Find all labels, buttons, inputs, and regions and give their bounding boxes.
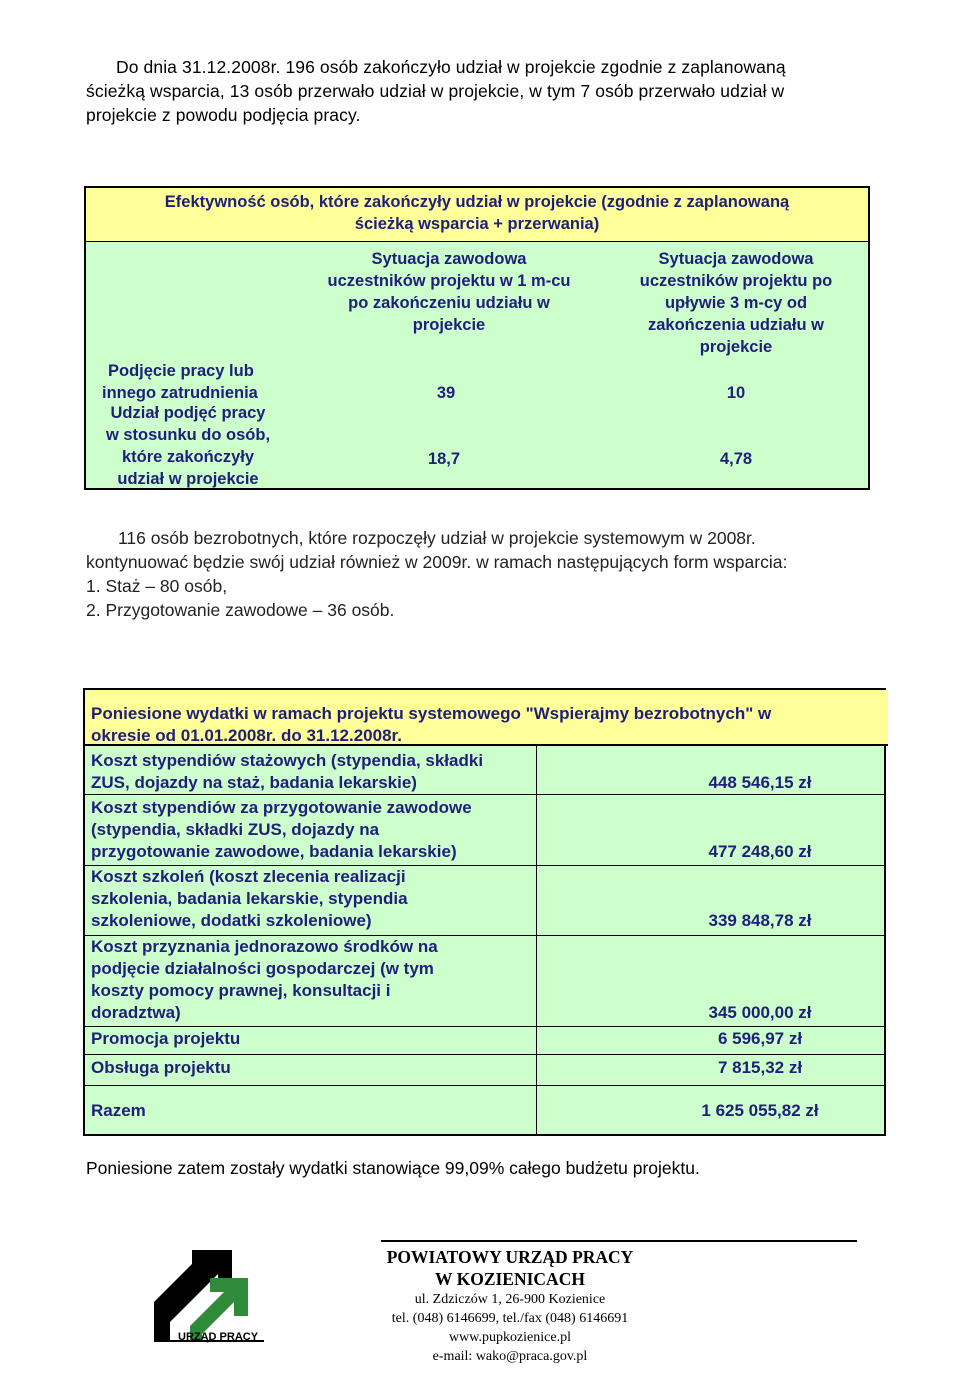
expenses-table — [83, 688, 886, 1136]
row1-value-3m: 10 — [726, 384, 746, 402]
expense-total-label: Razem — [91, 1101, 146, 1120]
intro-line: projekcie z powodu podjęcia pracy. — [86, 105, 361, 125]
col2-header-line: Sytuacja zawodowa — [658, 250, 814, 268]
continuation-line: 116 osób bezrobotnych, które rozpoczęły udział w projekcie systemowym w 2008r. — [118, 528, 756, 548]
row1-value-1m: 39 — [436, 384, 456, 402]
expense-label-line: doradztwa) — [91, 1003, 181, 1022]
expenses-title — [85, 690, 888, 746]
col1-header-line: uczestników projektu w 1 m-cu — [327, 272, 571, 290]
continuation-line: 1. Staż – 80 osób, — [86, 576, 228, 596]
expense-row — [85, 1027, 886, 1055]
expense-row — [85, 866, 886, 936]
col2-header — [611, 248, 861, 358]
expense-label-line: przygotowanie zawodowe, badania lekarskie) — [91, 842, 457, 861]
org-city: W KOZIENICACH — [435, 1269, 585, 1289]
logo-text: URZĄD PRACY — [178, 1331, 259, 1343]
expense-label: Promocja projektu — [91, 1029, 241, 1048]
expense-label-line: Koszt stypendiów stażowych (stypendia, składki — [91, 751, 484, 770]
expense-row — [85, 936, 886, 1027]
row1-label — [102, 360, 302, 404]
continuation-line: 2. Przygotowanie zawodowe – 36 osób. — [86, 600, 395, 620]
row2-value-1m: 18,7 — [427, 450, 461, 468]
expense-total-amount: 1 625 055,82 zł — [701, 1101, 819, 1120]
footer-contact — [360, 1246, 660, 1366]
org-address: ul. Zdziczów 1, 26-900 Kozienice — [414, 1292, 606, 1307]
expense-row — [85, 746, 886, 795]
expense-label-line: szkolenia, badania lekarskie, stypendia — [91, 889, 408, 908]
expense-label-line: Koszt przyznania jednorazowo środków na — [91, 937, 438, 956]
col1-header-line: projekcie — [412, 316, 486, 334]
expense-total-row — [85, 1086, 886, 1134]
col2-header-line: projekcie — [699, 338, 773, 356]
col2-header-line: uczestników projektu po — [639, 272, 833, 290]
effectiveness-title-line: ścieżką wsparcia + przerwania) — [354, 215, 600, 233]
closing-sentence: Poniesione zatem zostały wydatki stanowiące 99,09% całego budżetu projektu. — [86, 1158, 700, 1178]
col2-header-line: zakończenia udziału w — [647, 316, 825, 334]
expense-label: Obsługa projektu — [91, 1058, 231, 1077]
row2-label-line: w stosunku do osób, — [105, 426, 271, 444]
effectiveness-title — [86, 188, 868, 242]
effectiveness-title-line: Efektywność osób, które zakończyły udział w projekcie (zgodnie z zaplanowaną — [164, 193, 790, 211]
expense-label-line: koszty pomocy prawnej, konsultacji i — [91, 981, 391, 1000]
expense-amount: 339 848,78 zł — [708, 911, 812, 930]
expense-row — [85, 795, 886, 866]
col1-header-line: Sytuacja zawodowa — [371, 250, 527, 268]
expense-amount: 7 815,32 zł — [717, 1058, 803, 1077]
row2-label-line: udział w projekcie — [117, 470, 259, 488]
continuation-paragraph — [86, 526, 906, 622]
expense-label-line: ZUS, dojazdy na staż, badania lekarskie) — [91, 773, 417, 792]
continuation-line: kontynuować będzie swój udział również w 2009r. w ramach następujących form wsparcia: — [86, 552, 788, 572]
col1-header-line: po zakończeniu udziału w — [348, 294, 550, 312]
org-phone: tel. (048) 6146699, tel./fax (048) 6146691 — [391, 1311, 629, 1326]
expense-label-line: Koszt szkoleń (koszt zlecenia realizacji — [91, 867, 406, 886]
expenses-title-line: okresie od 01.01.2008r. do 31.12.2008r. — [91, 726, 402, 745]
col2-header-line: upływie 3 m-cy od — [664, 294, 808, 312]
expense-amount: 345 000,00 zł — [708, 1003, 812, 1022]
row2-label-line: które zakończyły — [121, 448, 255, 466]
row2-label-line: Udział podjęć pracy — [110, 404, 266, 422]
org-website: www.pupkozienice.pl — [449, 1330, 571, 1345]
footer-divider — [381, 1240, 857, 1242]
expense-label-line: (stypendia, składki ZUS, dojazdy na — [91, 820, 380, 839]
expense-amount: 448 546,15 zł — [708, 773, 812, 792]
expense-row — [85, 1055, 886, 1086]
effectiveness-table — [84, 186, 870, 490]
row1-label-line: innego zatrudnienia — [102, 384, 258, 402]
intro-line: Do dnia 31.12.2008r. 196 osób zakończyło udział w projekcie zgodnie z zaplanowaną — [116, 57, 786, 77]
org-email: e-mail: wako@praca.gov.pl — [432, 1349, 588, 1364]
expense-label-line: Koszt stypendiów za przygotowanie zawodowe — [91, 798, 472, 817]
expense-label-line: podjęcie działalności gospodarczej (w tym — [91, 959, 434, 978]
intro-paragraph — [86, 55, 886, 127]
row2-label — [90, 402, 286, 490]
intro-line: ścieżką wsparcia, 13 osób przerwało udział w projekcie, w tym 7 osób przerwało udział w — [86, 81, 785, 101]
expense-amount: 6 596,97 zł — [717, 1029, 803, 1048]
expense-label-line: szkoleniowe, dodatki szkoleniowe) — [91, 911, 372, 930]
org-name: POWIATOWY URZĄD PRACY — [386, 1247, 634, 1267]
col1-header — [294, 248, 604, 336]
expense-amount: 477 248,60 zł — [708, 842, 812, 861]
expenses-title-line: Poniesione wydatki w ramach projektu systemowego "Wspierajmy bezrobotnych" w — [91, 704, 772, 723]
row1-label-line: Podjęcie pracy lub — [108, 362, 254, 380]
row2-value-3m: 4,78 — [719, 450, 753, 468]
